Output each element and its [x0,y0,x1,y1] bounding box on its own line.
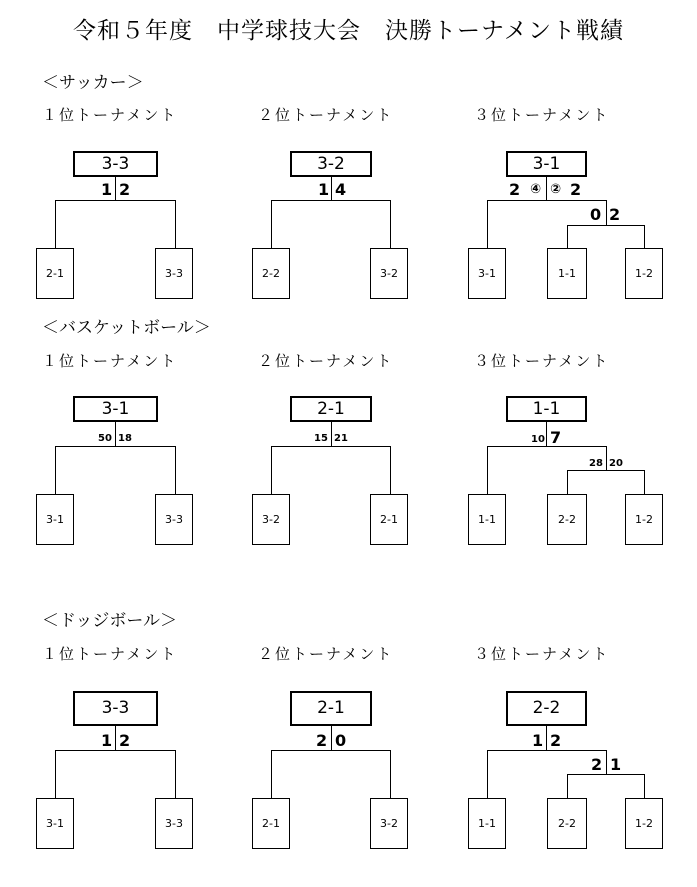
winner-box: 3-3 [73,151,158,177]
bracket-line [390,446,391,494]
tournament-label: ３位トーナメント [474,352,610,370]
bracket-line [487,750,488,798]
bracket-line [331,422,332,446]
score-right: 2 [570,180,582,199]
bracket-line [55,446,176,447]
tournament-label: ２位トーナメント [258,352,394,370]
winner-box: 2-1 [290,691,372,726]
bracket-line [175,446,176,494]
page-title: 令和５年度 中学球技大会 決勝トーナメント戦績 [72,18,625,44]
bracket-line [606,200,607,225]
score-left: 1 [101,731,113,750]
bracket-line [115,177,116,200]
team-box: 1-2 [625,798,663,849]
bracket-line [271,200,391,201]
team-box: 3-3 [155,248,193,299]
team-box: 3-2 [252,494,290,545]
score-left: 1 [318,180,330,199]
bracket-line [567,225,568,248]
tournament-label: ３位トーナメント [474,645,610,663]
tournament-label: １位トーナメント [42,352,178,370]
bracket-line [487,200,607,201]
bracket-line [390,750,391,798]
bracket-line [567,470,568,494]
semi-score-right: 20 [609,458,623,469]
score-right: 2 [119,731,131,750]
bracket-line [331,726,332,750]
bracket-line [271,446,391,447]
score-left: 50 [98,433,112,444]
score-right: 2 [550,731,562,750]
bracket-line [487,446,607,447]
bracket-line [55,200,56,248]
bracket-line [331,177,332,200]
bracket-line [487,446,488,494]
team-box: 1-1 [468,494,506,545]
team-box: 3-2 [370,798,408,849]
team-box: 1-1 [547,248,587,299]
section-heading-basketball: ＜バスケットボール＞ [42,318,211,338]
winner-box: 3-1 [73,396,158,422]
bracket-line [546,726,547,750]
score-left: 1 [532,731,544,750]
team-box: 2-1 [36,248,74,299]
team-box: 2-2 [547,494,587,545]
score-left: 15 [314,433,328,444]
score-left: 2 [509,180,521,199]
score-right: 4 [335,180,347,199]
bracket-line [606,446,607,470]
bracket-line [271,446,272,494]
team-box: 2-1 [370,494,408,545]
semi-score-right: 1 [610,755,622,774]
bracket-line [271,200,272,248]
team-box: 3-2 [370,248,408,299]
team-box: 3-1 [36,798,74,849]
bracket-line [644,470,645,494]
bracket-line [115,422,116,446]
semi-score-left: 0 [590,205,602,224]
score-left: 1 [101,180,113,199]
bracket-line [271,750,272,798]
tournament-label: １位トーナメント [42,106,178,124]
tournament-label: ２位トーナメント [258,106,394,124]
bracket-line [390,200,391,248]
bracket-line [55,446,56,494]
score-left: 2 [316,731,328,750]
bracket-line [115,726,116,750]
bracket-line [55,200,176,201]
score-left: 10 [531,434,545,445]
semi-score-left: 2 [591,755,603,774]
tournament-label: １位トーナメント [42,645,178,663]
bracket-line [644,774,645,798]
team-box: 3-1 [468,248,506,299]
score-right: 7 [550,428,562,447]
bracket-line [271,750,391,751]
bracket-line [644,225,645,248]
bracket-line [175,750,176,798]
bracket-line [487,200,488,248]
team-box: 1-2 [625,248,663,299]
score-right: 2 [119,180,131,199]
pk-score-right: ② [550,182,562,197]
bracket-line [606,750,607,774]
score-right: 21 [334,433,348,444]
bracket-line [546,177,547,200]
semi-score-right: 2 [609,205,621,224]
section-heading-dodgeball: ＜ドッジボール＞ [42,611,177,631]
bracket-line [567,225,645,226]
winner-box: 3-3 [73,691,158,726]
score-right: 18 [118,433,132,444]
winner-box: 3-1 [506,151,587,177]
team-box: 3-3 [155,798,193,849]
bracket-line [55,750,176,751]
team-box: 2-2 [252,248,290,299]
team-box: 2-2 [547,798,587,849]
bracket-line [487,750,607,751]
bracket-line [567,774,645,775]
tournament-label: ２位トーナメント [258,645,394,663]
team-box: 3-3 [155,494,193,545]
score-right: 0 [335,731,347,750]
team-box: 1-2 [625,494,663,545]
team-box: 3-1 [36,494,74,545]
pk-score-left: ④ [530,182,542,197]
section-heading-soccer: ＜サッカー＞ [42,73,144,93]
winner-box: 2-2 [506,691,587,726]
winner-box: 3-2 [290,151,372,177]
tournament-label: ３位トーナメント [474,106,610,124]
semi-score-left: 28 [589,458,603,469]
bracket-line [55,750,56,798]
team-box: 1-1 [468,798,506,849]
bracket-line [546,422,547,446]
winner-box: 2-1 [290,396,372,422]
bracket-line [567,470,645,471]
team-box: 2-1 [252,798,290,849]
bracket-line [175,200,176,248]
winner-box: 1-1 [506,396,587,422]
bracket-line [567,774,568,798]
